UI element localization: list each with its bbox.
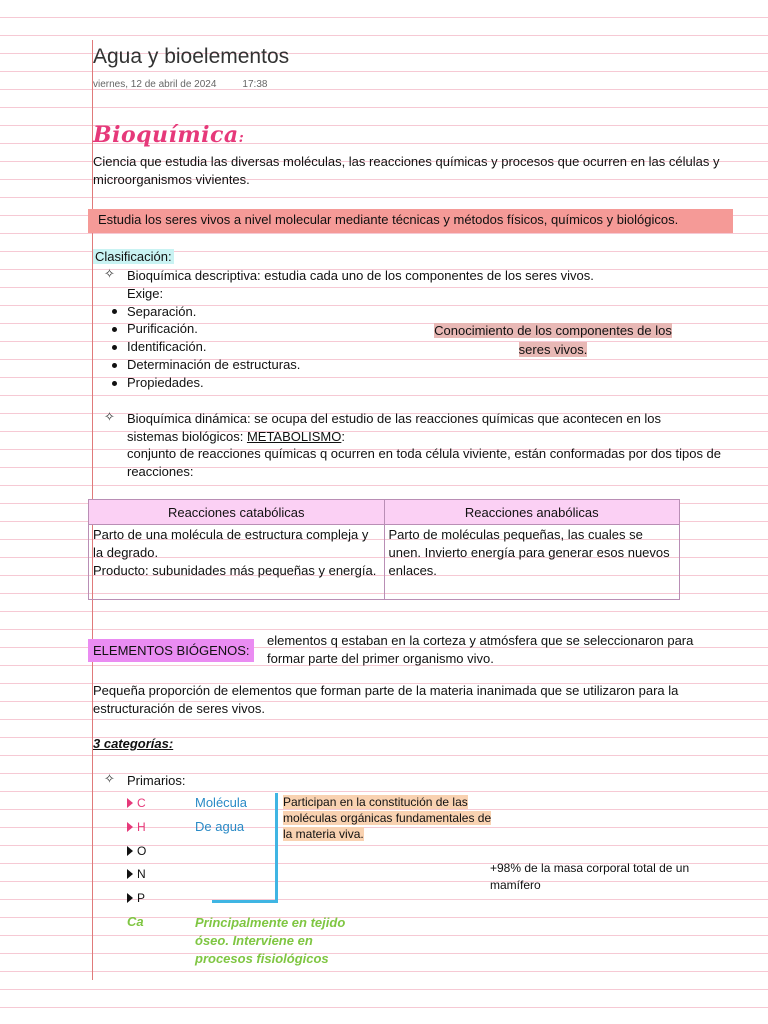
- diamond-bullet-icon: ✧: [104, 267, 115, 282]
- page-date: viernes, 12 de abril de 2024: [93, 79, 217, 90]
- bioquimica-heading-colon: :: [238, 130, 245, 146]
- list-item: Identificación.: [127, 339, 207, 354]
- triangle-bullet-icon: [127, 798, 133, 808]
- participan-note: [283, 794, 498, 842]
- participan-note-text: Participan en la constitución de las moléculas orgánicas fundamentales de la materia viva.: [283, 795, 492, 841]
- ca-note: Principalmente en tejido óseo. Interviene en procesos fisiológicos: [195, 915, 346, 966]
- bullet-icon: [112, 327, 117, 332]
- biogenos-description: elementos q estaban en la corteza y atmósfera que se seleccionaron para formar parte del primer organismo vivo.: [267, 633, 694, 666]
- dinamica-line2-prefix: sistemas biológicos:: [127, 429, 247, 444]
- dinamica-line3: conjunto de reacciones químicas q ocurren en toda célula viviente, están conformadas por dos tipos de reacciones:: [127, 446, 722, 479]
- list-item: Propiedades.: [127, 375, 204, 390]
- element-ca: Ca: [127, 914, 144, 929]
- bioquimica-heading-text: Bioquímica: [93, 122, 239, 148]
- clasificacion-label: Clasificación:: [95, 249, 172, 264]
- element-c: C: [137, 796, 146, 810]
- molecula-label: Molécula: [195, 795, 248, 810]
- dinamica-line1: Bioquímica dinámica: se ocupa del estudio de las reacciones químicas que acontecen en los: [127, 411, 662, 426]
- mass-note: +98% de la masa corporal total de un mamífero: [490, 861, 690, 892]
- triangle-bullet-icon: [127, 846, 133, 856]
- triangle-bullet-icon: [127, 869, 133, 879]
- de-agua-label: De agua: [195, 819, 245, 834]
- diamond-bullet-icon: ✧: [104, 410, 115, 425]
- element-p: P: [137, 891, 146, 905]
- metabolismo-term: METABOLISMO: [246, 429, 342, 444]
- knowledge-note: [422, 321, 684, 359]
- descriptiva-text: Bioquímica descriptiva: estudia cada uno de los componentes de los seres vivos.: [127, 268, 594, 283]
- bracket-horizontal: [212, 900, 278, 903]
- knowledge-note-text: Conocimiento de los componentes de los seres vivos.: [434, 323, 672, 357]
- bullet-icon: [112, 345, 117, 350]
- highlight-text: Estudia los seres vivos a nivel molecular mediante técnicas y métodos físicos, químicos y biológicos.: [98, 212, 679, 227]
- dinamica-line2-suffix: :: [341, 429, 345, 444]
- bullet-icon: [112, 381, 117, 386]
- dinamica-line2: [127, 428, 345, 446]
- reactions-table: [88, 499, 680, 600]
- triangle-bullet-icon: [127, 893, 133, 903]
- element-o: O: [137, 844, 147, 858]
- element-h: H: [137, 820, 146, 834]
- bioquimica-definition: Ciencia que estudia las diversas moléculas, las reacciones químicas y procesos que ocurren en las células y microorganismos vivientes.: [93, 154, 720, 187]
- list-item: Determinación de estructuras.: [127, 357, 301, 372]
- table-header: Reacciones catabólicas: [89, 500, 385, 525]
- table-cell: [89, 525, 385, 600]
- diamond-bullet-icon: ✧: [104, 772, 115, 787]
- table-cell-text: Parto de moléculas pequeñas, las cuales se unen. Invierto energía para generar esos nuevos enlaces.: [388, 527, 670, 578]
- triangle-bullet-icon: [127, 822, 133, 832]
- table-header: Reacciones anabólicas: [384, 500, 680, 525]
- exige-label: Exige:: [127, 286, 164, 301]
- proportion-text: Pequeña proporción de elementos que forman parte de la materia inanimada que se utilizaron para la estructuración de seres vivos.: [93, 683, 679, 716]
- page-datetime: [93, 79, 267, 90]
- page-time: 17:38: [242, 79, 268, 90]
- list-item: Separación.: [127, 304, 197, 319]
- bullet-icon: [112, 309, 117, 314]
- bioquimica-heading: [93, 122, 244, 148]
- bullet-icon: [112, 363, 117, 368]
- biogenos-badge: ELEMENTOS BIÓGENOS:: [88, 639, 254, 662]
- list-item: Purificación.: [127, 321, 198, 336]
- categorias-heading: 3 categorías:: [93, 736, 174, 751]
- primarios-label: Primarios:: [127, 773, 186, 788]
- table-cell: [384, 525, 680, 600]
- page-title: Agua y bioelementos: [93, 45, 290, 68]
- table-cell-text: Parto de una molécula de estructura compleja y la degrado. Producto: subunidades más pequeñas y energía.: [93, 527, 377, 578]
- element-n: N: [137, 867, 146, 881]
- bracket-vertical: [275, 793, 278, 903]
